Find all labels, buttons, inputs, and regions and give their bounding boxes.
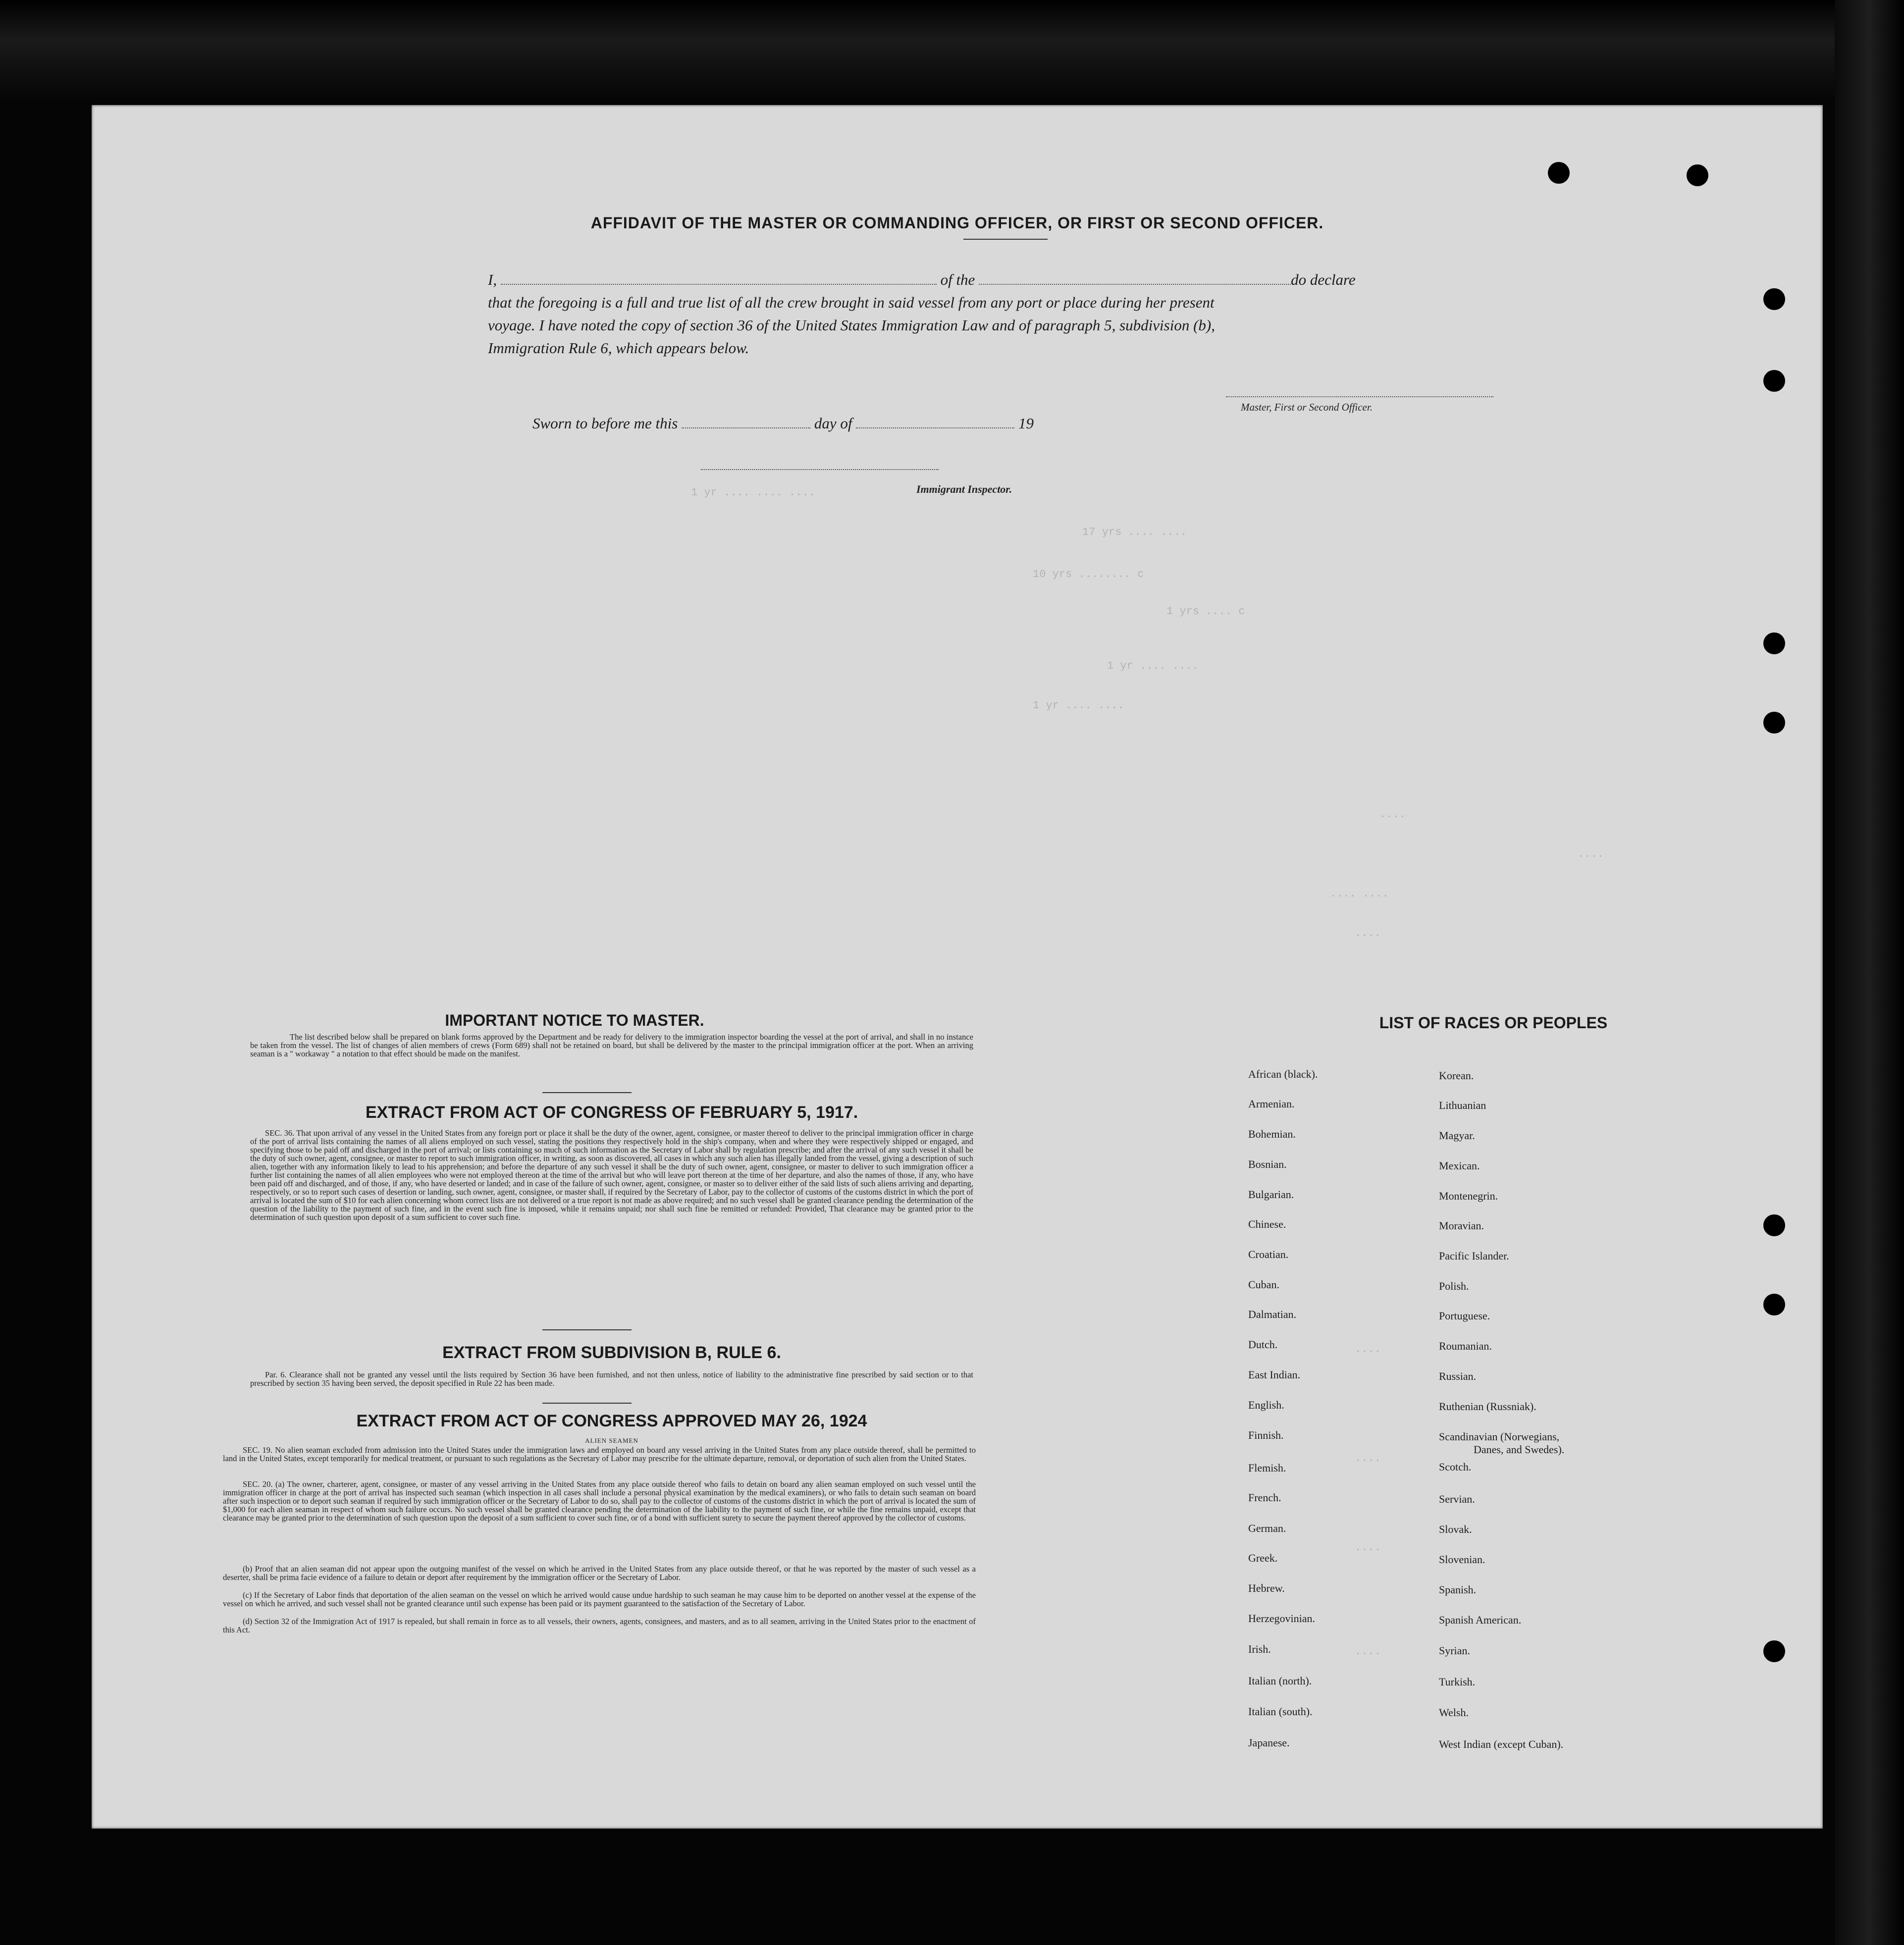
extract-1924-sec20d: (d) Section 32 of the Immigration Act of 1917 is repealed, but shall remain in force as to all vessels, their owners, agents, consignees, and masters, and as to all seamen, arriving in the United States prior to the enactment of this Act.: [223, 1617, 976, 1634]
punch-hole: [1763, 632, 1785, 654]
race-item: Greek.: [1248, 1552, 1278, 1564]
extract-1924-sec20b: (b) Proof that an alien seaman did not appear upon the outgoing manifest of the vessel on which he arrived in the United States from any place outside thereof, or that he was reported by the master of such vessel as a deserter, shall be prima facie evidence of a failure to detain or deport after requirement by the immigration officer or the Secretary of Labor.: [223, 1564, 976, 1582]
punch-hole: [1763, 1214, 1785, 1236]
race-item: Mexican.: [1439, 1159, 1480, 1172]
punch-hole: [1763, 370, 1785, 392]
race-item: English.: [1248, 1399, 1284, 1411]
race-item: Bohemian.: [1248, 1128, 1296, 1140]
race-item: Herzegovinian.: [1248, 1612, 1315, 1625]
extract-1917-body: SEC. 36. That upon arrival of any vessel in the United States from any foreign port or place it shall be the duty of the owner, agent, consignee, or master thereof to deliver to the principal immigration officer in charge of the port of arrival lists containing the names of all aliens employed on such vessel, stating the positions they respectively hold in the ship's company, when and where they were respectively shipped or engaged, and specifying those to be paid off and discharged in the port of arrival; or lists containing so much of such information as the Secretary of Labor shall by regulation prescribe; and after the arrival of any such vessel it shall be the duty of such owner, agent, consignee, or master to report to such immigration officer, in writing, as soon as discovered, all cases in which any such alien has illegally landed from the vessel, giving a description of such alien, together with any information likely to lead to his apprehension; and before the departure of any such vessel it shall be the duty of such owner, agent, consignee, or master to deliver to such immigration officer a further list containing the names of all alien employees who were not employed thereon at the time of the arrival but who will leave port thereon at the time of her departure, and also the names of those, if any, who have been paid off and discharged, and of those, if any, who have deserted or landed; and in case of the failure of such owner, agent, consignee, or master so to deliver either of the said lists of such aliens arriving and departing, respectively, or so to report such cases of desertion or landing, such owner, agent, consignee, or master shall, if required by the Secretary of Labor, pay to the collector of customs of the customs district in which the port of arrival is located the sum of $10 for each alien concerning whom correct lists are not delivered or a true report is not made as above required; and no such vessel shall be granted clearance pending the determination of the question of the liability to the payment of such fine, and in the event such fine is imposed, while it remains unpaid; nor shall such fine be remitted or refunded: Provided, That clearance may be granted prior to the determination of such question upon deposit of a sum sufficient to cover such fine.: [250, 1128, 973, 1222]
notice-title: IMPORTANT NOTICE TO MASTER.: [445, 1011, 704, 1029]
film-edge-top: [0, 0, 1904, 99]
affidavit-line-3: voyage. I have noted the copy of section 36 of the United States Immigration Law and of paragraph 5, subdivision (b),: [488, 316, 1215, 334]
race-item: Scotch.: [1439, 1461, 1472, 1473]
race-item: Italian (south).: [1248, 1705, 1313, 1718]
race-item: Montenegrin.: [1439, 1190, 1498, 1202]
race-item: Portuguese.: [1439, 1310, 1490, 1322]
race-item: Cuban.: [1248, 1278, 1279, 1291]
extract-rule6-divider: [542, 1403, 632, 1404]
affidavit-title: AFFIDAVIT OF THE MASTER OR COMMANDING OFFICER, OR FIRST OR SECOND OFFICER.: [590, 214, 1324, 232]
extract-rule6-body: Par. 6. Clearance shall not be granted any vessel until the lists required by Section 36 have been furnished, and not then unless, notice of liability to the administrative fine prescribed by said section or to that prescribed by section 35 having been served, the deposit specified in Rule 22 has been made.: [250, 1370, 973, 1388]
punch-hole: [1763, 1640, 1785, 1662]
race-item: African (black).: [1248, 1068, 1318, 1080]
day-of-label: day of: [814, 415, 852, 432]
race-item: Slovak.: [1439, 1523, 1472, 1535]
race-item: Finnish.: [1248, 1429, 1284, 1441]
sworn-month-field[interactable]: [856, 417, 1014, 428]
race-item: Welsh.: [1439, 1706, 1469, 1719]
race-item: Dalmatian.: [1248, 1308, 1297, 1320]
race-item: Turkish.: [1439, 1676, 1476, 1688]
affidavit-line-4: Immigration Rule 6, which appears below.: [488, 339, 749, 357]
punch-hole: [1687, 164, 1708, 186]
master-signature-label: Master, First or Second Officer.: [1241, 401, 1373, 413]
race-item: Russian.: [1439, 1370, 1477, 1382]
race-item: Bulgarian.: [1248, 1188, 1294, 1201]
race-item: Danes, and Swedes).: [1474, 1443, 1565, 1456]
punch-hole: [1763, 712, 1785, 734]
extract-1924-subtitle: ALIEN SEAMEN: [585, 1437, 638, 1444]
race-item: Syrian.: [1439, 1644, 1470, 1657]
extract-1917-title: EXTRACT FROM ACT OF CONGRESS OF FEBRUARY 5, 1917.: [365, 1103, 858, 1122]
punch-hole: [1763, 1294, 1785, 1315]
race-item: Servian.: [1439, 1493, 1475, 1505]
sworn-day-field[interactable]: [682, 417, 810, 428]
race-item: Ruthenian (Russniak).: [1439, 1400, 1536, 1413]
affidavit-line-2: that the foregoing is a full and true list of all the crew brought in said vessel from any port or place during her present: [488, 294, 1215, 311]
race-item: Irish.: [1248, 1643, 1271, 1655]
punch-hole: [1548, 162, 1570, 184]
document-page: 1 yr .... .... .... 17 yrs .... .... 10 yrs ........ c 1 yrs .... c 1 yr .... .... 1 yr .... .... .... .... .... .... .... .... .... .... .... AFFIDAVIT OF THE MASTER OR COMMANDING OFFICER, OR FIRST OR SECOND OFFICER. I, of the do declare that the foregoing is a full and true list of all the crew brought in said vessel from any port or place during her present voyage. I have noted the copy of section 36 of the United States Immigration Law and of paragraph 5, subdivision (b), Immigration Rule 6, which appears below. Master, First or Second Officer. Sworn to before me this day of 19 Immigrant Inspector. IMPORTANT NOTICE TO MASTER. The list described below shall be prepared on blank forms approved by the Department and be ready for delivery to the immigration inspector boarding the vessel at the port of arrival, and shall in no instance be taken from the vessel. The list of changes of alien members of crews (Form 689) shall not be retained on board, but shall be delivered by the master to the principal immigration officer at the port. When an arriving seaman is a " workaway " a notation to that effect should be made on the manifest. EXTRACT FROM ACT OF CONGRESS OF FEBRUARY 5, 1917. SEC. 36. That upon arrival of any vessel in the United States from any foreign port or place it shall be the duty of the owner, agent, consignee, or master thereof to deliver to the principal immigration officer in charge of the port of arrival lists containing the names of all aliens employed on such vessel, stating the positions they respectively hold in the ship's company, when and where they were respectively shipped or engaged, and specifying those to be paid off and discharged in the port of arrival; or lists containing so much of such information as the Secretary of Labor shall by regulation prescribe; and after the arrival of any such vessel it shall be the duty of such owner, agent, consignee, or master to report to such immigration officer, in writing, as soon as discovered, all cases in which any such alien has illegally landed from the vessel, giving a description of such alien, together with any information likely to lead to his apprehension; and before the departure of any such vessel it shall be the duty of such owner, agent, consignee, or master to deliver to such immigration officer a further list containing the names of all alien employees who were not employed thereon at the time of the arrival but who will leave port thereon at the time of her departure, and also the names of those, if any, who have been paid off and discharged, and of those, if any, who have deserted or landed; and in case of the failure of such owner, agent, consignee, or master so to deliver either of the said lists of such aliens arriving and departing, respectively, or so to report such cases of desertion or landing, such owner, agent, consignee, or master shall, if required by the Secretary of Labor, pay to the collector of customs of the customs district in which the port of arrival is located the sum of $10 for each alien concerning whom correct lists are not delivered or a true report is not made as above required; and no such vessel shall be granted clearance pending the determination of the question of the liability to the payment of such fine, and in the event such fine is imposed, while it remains unpaid; nor shall such fine be remitted or refunded: Provided, That clearance may be granted prior to the determination of such question upon deposit of a sum sufficient to cover such fine. EXTRACT FROM SUBDIVISION B, RULE 6. Par. 6. Clearance shall not be granted any vessel until the lists required by Section 36 have been furnished, and not then unless, notice of liability to the administrative fine prescribed by said section or to that prescribed by section 35 having been served, the deposit specified in Rule 22 has been made. EXTRACT FROM ACT OF CONGRESS APPROVED MAY 26, 1924 ALIEN SEAMEN SEC. 19. No alien seaman excluded from admission into the United States under the immigration laws and employed on board any vessel arriving in the United States from any place outside thereof, shall be permitted to land in the United States, except temporarily for medical treatment, or pursuant to such regulations as the Secretary of Labor may prescribe for the ultimate departure, removal, or deportation of such alien from the United States. SEC. 20. (a) The owner, charterer, agent, consignee, or master of any vessel arriving in the United States from any place outside thereof who fails to detain on board any alien seaman employed on such vessel until the immigration officer in charge at the port of arrival has inspected such seaman (which inspection in all cases shall include a personal physical examination by the medical examiners), or who fails to detain such seaman on board after such inspection or to deport such seaman if required by such immigration officer or the Secretary of Labor to do so, shall pay to the collector of customs of the customs district in which the port of arrival is located the sum of $1,000 for each alien seaman in respect of whom such failure occurs. No such vessel shall be granted clearance pending the determination of the liability to the payment of such fine, or while the fine remains unpaid, except that clearance may be granted prior to the determination of such question upon the deposit of a sum sufficient to cover such fine, or of a bond with sufficient surety to secure the payment thereof approved by the collector of customs. (b) Proof that an alien seaman did not appear upon the outgoing manifest of the vessel on which he arrived in the United States from any place outside thereof, or that he was reported by the master of such vessel as a deserter, shall be prima facie evidence of a failure to detain or deport after requirement by the immigration officer or the Secretary of Labor. (c) If the Secretary of Labor finds that deportation of the alien seaman on the vessel on which he arrived would cause undue hardship to such seaman he may cause him to be deported on another vessel at the expense of the vessel on which he arrived, and such vessel shall not be granted clearance until such expense has been paid or its payment guaranteed to the satisfaction of the Secretary of Labor. (d) Section 32 of the Immigration Act of 1917 is repealed, but shall remain in force as to all vessels, their owners, agents, consignees, and masters, and as to all seamen, arriving in the United States prior to the enactment of this Act. LIST OF RACES OR PEOPLES African (black). Armenian. Bohemian. Bosnian. Bulgarian. Chinese. Croatian. Cuban. Dalmatian. Dutch. East Indian. English. Finnish. Flemish. French. German. Greek. Hebrew. Herzegovinian. Irish. Italian (north). Italian (south). Japanese. Korean. Lithuanian Magyar. Mexican. Montenegrin. Moravian. Pacific Islander. Polish. Portuguese. Roumanian. Russian. Ruthenian (Russniak). Scandinavian (Norwegians, Danes, and Swedes). Scotch. Servian. Slovak. Slovenian. Spanish. Spanish American. Syrian. Turkish. Welsh. West Indian (except Cuban).: [92, 105, 1823, 1829]
race-item: Pacific Islander.: [1439, 1250, 1509, 1262]
punch-hole: [1763, 288, 1785, 310]
master-signature-line[interactable]: [1226, 396, 1493, 397]
film-edge-right: [1835, 0, 1904, 1945]
race-item: Japanese.: [1248, 1736, 1290, 1749]
sworn-label: Sworn to before me this: [532, 415, 678, 432]
extract-rule6-title: EXTRACT FROM SUBDIVISION B, RULE 6.: [442, 1343, 781, 1362]
race-item: Spanish.: [1439, 1583, 1477, 1596]
races-title: LIST OF RACES OR PEOPLES: [1379, 1014, 1608, 1032]
name-field[interactable]: [501, 273, 937, 285]
race-item: Lithuanian: [1439, 1099, 1486, 1111]
i-label: I,: [488, 271, 497, 288]
race-item: Chinese.: [1248, 1218, 1286, 1230]
race-item: Polish.: [1439, 1280, 1469, 1292]
inspector-signature-line[interactable]: [701, 469, 939, 470]
inspector-label: Immigrant Inspector.: [916, 483, 1012, 495]
race-item: Flemish.: [1248, 1462, 1286, 1474]
notice-divider: [542, 1092, 632, 1093]
sworn-line: [532, 412, 1226, 435]
extract-1917-divider: [542, 1329, 632, 1330]
extract-1924-title: EXTRACT FROM ACT OF CONGRESS APPROVED MAY 26, 1924: [356, 1412, 867, 1430]
do-declare-label: do declare: [1291, 271, 1356, 288]
race-item: Dutch.: [1248, 1338, 1278, 1351]
year-prefix: 19: [1018, 415, 1034, 432]
race-item: Armenian.: [1248, 1098, 1295, 1110]
race-item: Bosnian.: [1248, 1158, 1287, 1170]
race-item: Korean.: [1439, 1069, 1474, 1082]
race-item: Moravian.: [1439, 1219, 1484, 1232]
race-item: Spanish American.: [1439, 1614, 1522, 1626]
race-item: Hebrew.: [1248, 1582, 1285, 1594]
vessel-field[interactable]: [979, 273, 1291, 285]
notice-body: The list described below shall be prepared on blank forms approved by the Department and be ready for delivery to the immigration inspector boarding the vessel at the port of arrival, and shall in no instance be taken from the vessel. The list of changes of alien members of crews (Form 689) shall not be retained on board, but shall be delivered by the master to the principal immigration officer at the port. When an arriving seaman is a " workaway " a notation to that effect should be made on the manifest.: [250, 1032, 973, 1058]
race-item: French.: [1248, 1491, 1281, 1504]
extract-1924-sec20a: SEC. 20. (a) The owner, charterer, agent, consignee, or master of any vessel arriving in the United States from any place outside thereof who fails to detain on board any alien seaman employed on such vessel until the immigration officer in charge at the port of arrival has inspected such seaman (which inspection in all cases shall include a personal physical examination by the medical examiners), or who fails to detain such seaman on board after such inspection or to deport such seaman if required by such immigration officer or the Secretary of Labor to do so, shall pay to the collector of customs of the customs district in which the port of arrival is located the sum of $1,000 for each alien seaman in respect of whom such failure occurs. No such vessel shall be granted clearance pending the determination of the liability to the payment of such fine, or while the fine remains unpaid, except that clearance may be granted prior to the determination of such question upon the deposit of a sum sufficient to cover such fine, or of a bond with sufficient surety to secure the payment thereof approved by the collector of customs.: [223, 1479, 976, 1523]
title-divider: [963, 239, 1048, 240]
race-item: East Indian.: [1248, 1368, 1301, 1381]
race-item: Italian (north).: [1248, 1675, 1312, 1687]
of-the-label: of the: [940, 271, 975, 288]
extract-1924-sec20c: (c) If the Secretary of Labor finds that deportation of the alien seaman on the vessel on which he arrived would cause undue hardship to such seaman he may cause him to be deported on another vessel at the expense of the vessel on which he arrived, and such vessel shall not be granted clearance until such expense has been paid or its payment guaranteed to the satisfaction of the Secretary of Labor.: [223, 1590, 976, 1608]
affidavit-paragraph: [488, 268, 1553, 360]
race-item: West Indian (except Cuban).: [1439, 1738, 1564, 1750]
race-item: Scandinavian (Norwegians,: [1439, 1430, 1560, 1443]
race-item: Croatian.: [1248, 1248, 1289, 1261]
race-item: Slovenian.: [1439, 1553, 1485, 1566]
affidavit-line-1: [488, 268, 1553, 291]
race-item: Roumanian.: [1439, 1340, 1492, 1352]
race-item: German.: [1248, 1522, 1286, 1534]
extract-1924-sec19: SEC. 19. No alien seaman excluded from admission into the United States under the immigration laws and employed on board any vessel arriving in the United States from any place outside thereof, shall be permitted to land in the United States, except temporarily for medical treatment, or pursuant to such regulations as the Secretary of Labor may prescribe for the ultimate departure, removal, or deportation of such alien from the United States.: [223, 1445, 976, 1463]
race-item: Magyar.: [1439, 1129, 1475, 1142]
